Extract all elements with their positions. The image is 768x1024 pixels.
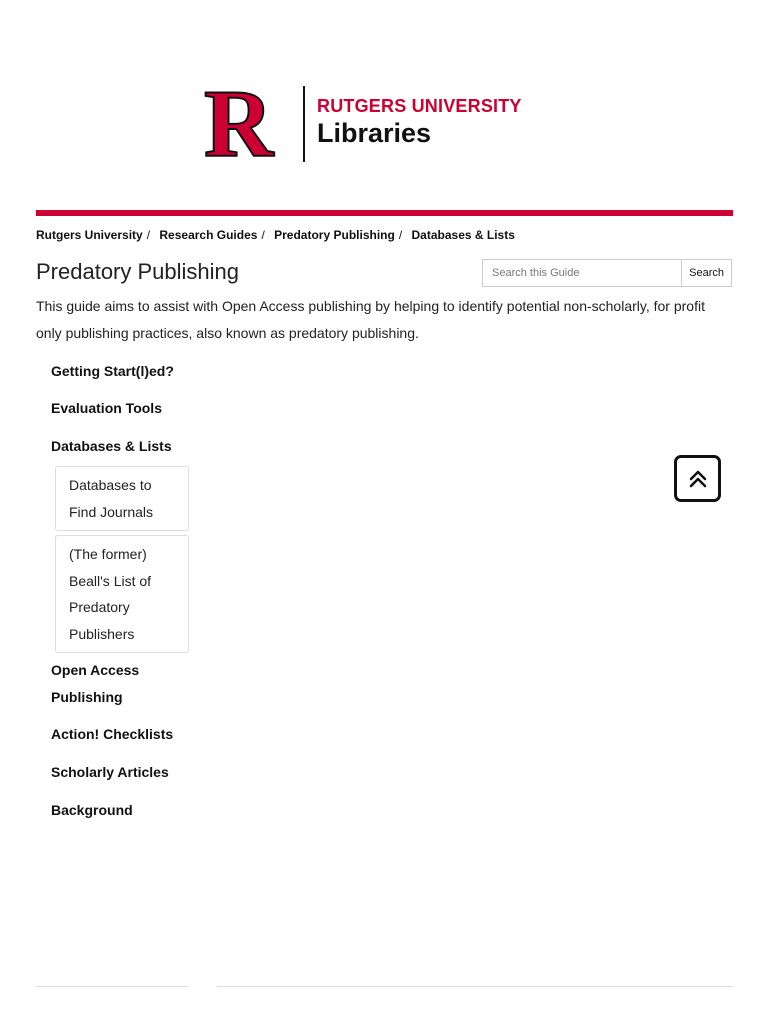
double-chevron-up-icon xyxy=(688,469,708,489)
breadcrumb-separator: / xyxy=(146,228,151,242)
footer-divider-right xyxy=(217,986,733,987)
nav-item-databases-lists[interactable]: Databases & Lists xyxy=(51,438,172,454)
breadcrumb-separator: / xyxy=(261,228,265,242)
nav-item-action-checklists[interactable]: Action! Checklists xyxy=(51,726,174,742)
rutgers-r-logo-mark: R xyxy=(204,70,274,177)
logo-divider xyxy=(303,86,305,162)
breadcrumb-separator: / xyxy=(398,228,403,242)
breadcrumb-predatory-publishing[interactable]: Predatory Publishing xyxy=(274,228,395,242)
guide-description: This guide aims to assist with Open Access publishing by helping to identify potential non-scholarly, for profit only publishing practices, also known as predatory publishing. xyxy=(36,298,705,341)
header-red-bar xyxy=(36,210,733,216)
nav-item-open-access-publishing[interactable]: Open Access Publishing xyxy=(51,662,140,705)
subnav-item-bealls-list[interactable]: (The former) Beall's List of Predatory Publishers xyxy=(55,535,189,653)
search-input[interactable] xyxy=(482,259,681,287)
subnav-item-databases-journals[interactable]: Databases to Find Journals xyxy=(55,466,189,531)
back-to-top-button[interactable] xyxy=(674,455,721,502)
nav-item-scholarly-articles[interactable]: Scholarly Articles xyxy=(51,764,169,780)
search-button[interactable]: Search xyxy=(681,259,732,287)
footer-divider-left xyxy=(36,986,188,987)
nav-item-evaluation-tools[interactable]: Evaluation Tools xyxy=(51,400,162,416)
guide-nav xyxy=(36,358,196,824)
logo-university-text: RUTGERS UNIVERSITY xyxy=(317,96,522,116)
logo-libraries-text: Libraries xyxy=(317,118,432,148)
breadcrumb xyxy=(36,228,515,242)
subnav xyxy=(55,466,189,653)
page-title: Predatory Publishing xyxy=(36,259,240,284)
guide-search xyxy=(482,259,732,287)
nav-item-background[interactable]: Background xyxy=(51,802,133,818)
nav-item-getting-started[interactable]: Getting Start(l)ed? xyxy=(51,363,174,379)
breadcrumb-databases-lists[interactable]: Databases & Lists xyxy=(411,228,515,242)
rutgers-libraries-logo[interactable] xyxy=(204,70,522,177)
breadcrumb-rutgers-university[interactable]: Rutgers University xyxy=(36,228,143,242)
breadcrumb-research-guides[interactable]: Research Guides xyxy=(159,228,258,242)
